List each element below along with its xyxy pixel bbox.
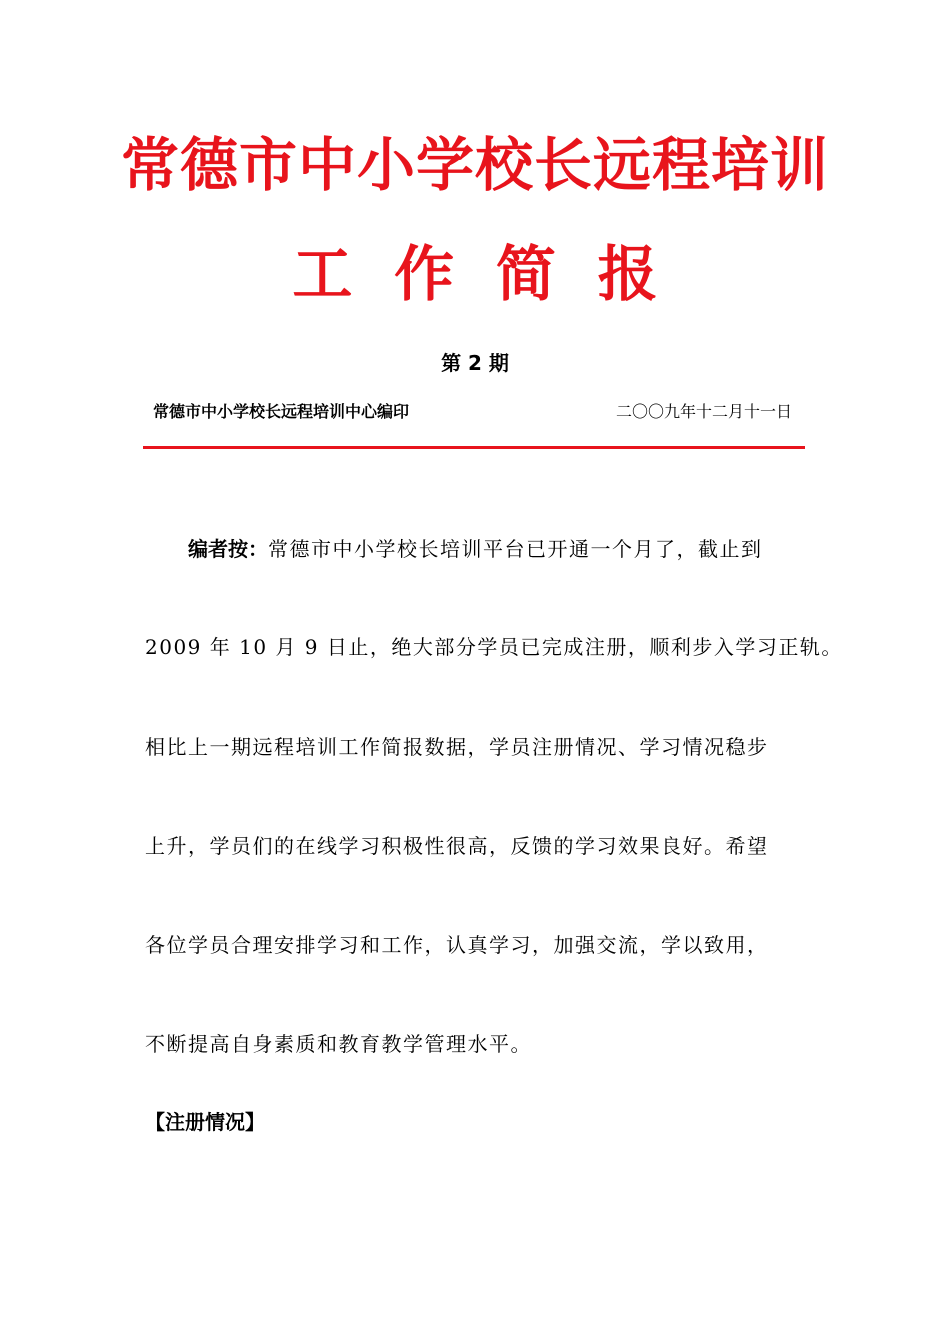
editor-note-line: 相比上一期远程培训工作简报数据，学员注册情况、学习情况稳步 [145,735,769,759]
editor-note-line: 上升，学员们的在线学习积极性很高，反馈的学习效果良好。希望 [145,834,769,858]
publisher: 常德市中小学校长远程培训中心编印 [153,402,410,421]
report-title: 常德市中小学校长远程培训 [120,131,829,199]
editor-note-line: 2009 年 10 月 9 日止，绝大部分学员已完成注册，顺利步入学习正轨。 [145,635,843,659]
header-divider [143,446,805,449]
editor-note-lead: 编者按： [188,537,268,561]
issue-number: 第 2 期 [441,351,509,375]
report-subtitle: 工 作 简 报 [292,240,658,310]
section-heading: 【注册情况】 [145,1110,265,1134]
editor-note-line: 不断提高自身素质和教育教学管理水平。 [145,1032,532,1056]
editor-note-line [188,532,763,566]
editor-note-text: 常德市中小学校长培训平台已开通一个月了，截止到 [268,537,763,561]
editor-note-line: 各位学员合理安排学习和工作，认真学习，加强交流，学以致用， [145,933,769,957]
publish-date: 二〇〇九年十二月十一日 [615,402,792,421]
